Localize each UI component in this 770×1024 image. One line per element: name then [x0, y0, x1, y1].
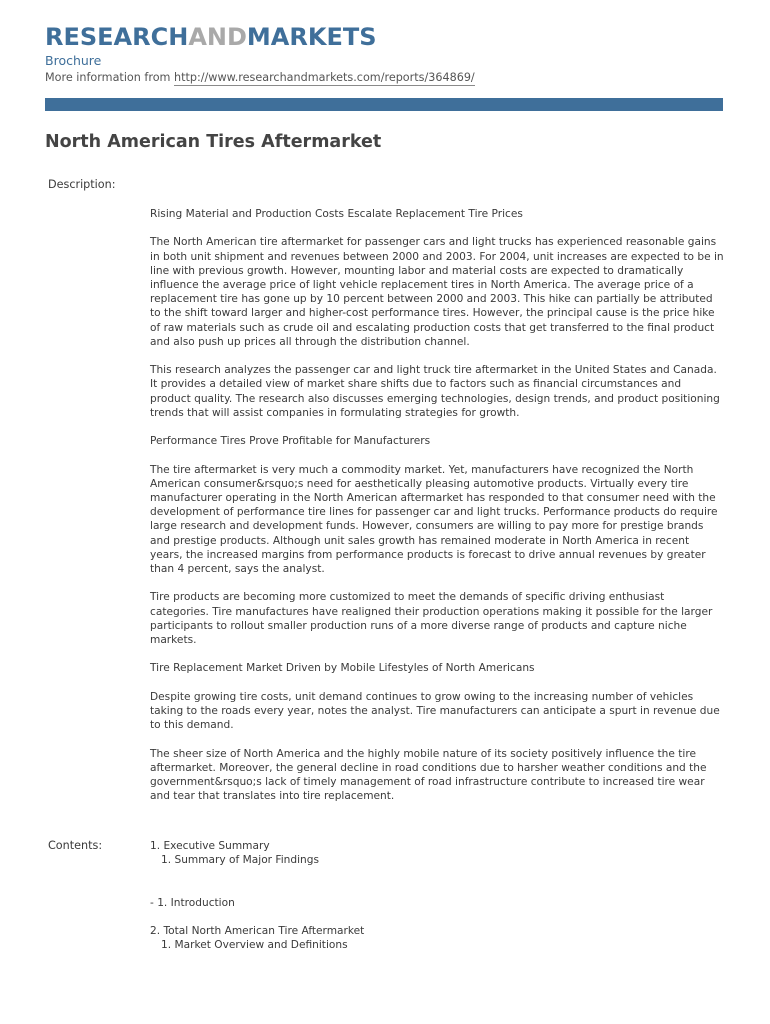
contents-item: 2. Total North American Tire Aftermarket	[150, 925, 365, 938]
description-heading-1: Rising Material and Production Costs Escalate Replacement Tire Prices	[150, 208, 523, 220]
report-link[interactable]: http://www.researchandmarkets.com/reports/364869/	[174, 71, 475, 84]
header-divider-bar	[45, 98, 723, 111]
contents-subitem: 1. Summary of Major Findings	[161, 854, 320, 867]
contents-spacer	[150, 867, 725, 895]
more-info-line	[45, 70, 475, 85]
contents-list	[150, 839, 725, 953]
description-heading-3: Tire Replacement Market Driven by Mobile Lifestyles of North Americans	[150, 662, 535, 675]
description-paragraph: The tire aftermarket is very much a commodity market. Yet, manufacturers have recognized the North American consumer&rsquo;s need for aesthetically pleasing automotive products. Virtually every tire manufacturer operating in the North American aftermarket has responded to that consumer need with the development of performance tire lines for passenger car and light trucks. Performance products do require large research and development funds. However, consumers are willing to pay more for prestige brands and prestige products. Although unit sales growth has remained moderate in North America in recent years, the increased margins from performance products is forecast to drive annual revenues by greater than 4 percent, says the analyst.	[150, 463, 718, 576]
description-heading-2: Performance Tires Prove Profitable for Manufacturers	[150, 435, 431, 448]
contents-item: 1. Executive Summary	[150, 840, 270, 852]
description-paragraph: Despite growing tire costs, unit demand continues to grow owing to the increasing number of vehicles taking to the roads every year, notes the analyst. Tire manufacturers can anticipate a spurt in revenue due to this demand.	[150, 690, 720, 732]
brochure-label: Brochure	[45, 53, 102, 68]
description-paragraph: This research analyzes the passenger car and light truck tire aftermarket in the United States and Canada. It provides a detailed view of market share shifts due to factors such as financial circumstances and product quality. The research also discusses emerging technologies, design trends, and product positioning trends that will assist companies in formulating strategies for growth.	[150, 364, 720, 419]
brand-logo[interactable]	[45, 23, 377, 51]
logo-part-and: AND	[188, 23, 247, 51]
contents-label: Contents:	[48, 839, 103, 852]
contents-item: - 1. Introduction	[150, 896, 235, 909]
more-info-prefix: More information from	[45, 71, 175, 84]
description-paragraph: The sheer size of North America and the highly mobile nature of its society positively influence the tire aftermarket. Moreover, the general decline in road conditions due to harsher weather conditions and the government&rsquo;s lack of timely management of road infrastructure contribute to increased tire wear and tear that translates into tire replacement.	[150, 747, 707, 803]
report-title: North American Tires Aftermarket	[45, 132, 382, 152]
description-label: Description:	[48, 178, 116, 191]
contents-spacer	[150, 910, 725, 924]
description-paragraph: Tire products are becoming more customized to meet the demands of specific driving enthusiast categories. Tire manufactures have realigned their production operations making it possible for the larger participants to rollout smaller production runs of a more diverse range of products and capture niche markets.	[150, 591, 713, 647]
logo-part-research: RESEARCH	[45, 23, 189, 51]
description-body	[150, 207, 725, 818]
logo-part-markets: MARKETS	[246, 23, 377, 51]
contents-subitem: 1. Market Overview and Definitions	[161, 939, 348, 952]
description-paragraph: The North American tire aftermarket for passenger cars and light trucks has experienced reasonable gains in both unit shipment and revenues between 2000 and 2003. For 2004, unit increases are expected to be in line with previous growth. However, mounting labor and material costs are expected to dramatically influence the average price of light vehicle replacement tires in North America. The average price of a replacement tire has gone up by 10 percent between 2000 and 2003. This hike can partially be attributed to the shift toward larger and higher-cost performance tires. However, the principal cause is the price hike of raw materials such as crude oil and escalating production costs that get transferred to the final product and also push up prices all through the distribution channel.	[150, 236, 724, 348]
